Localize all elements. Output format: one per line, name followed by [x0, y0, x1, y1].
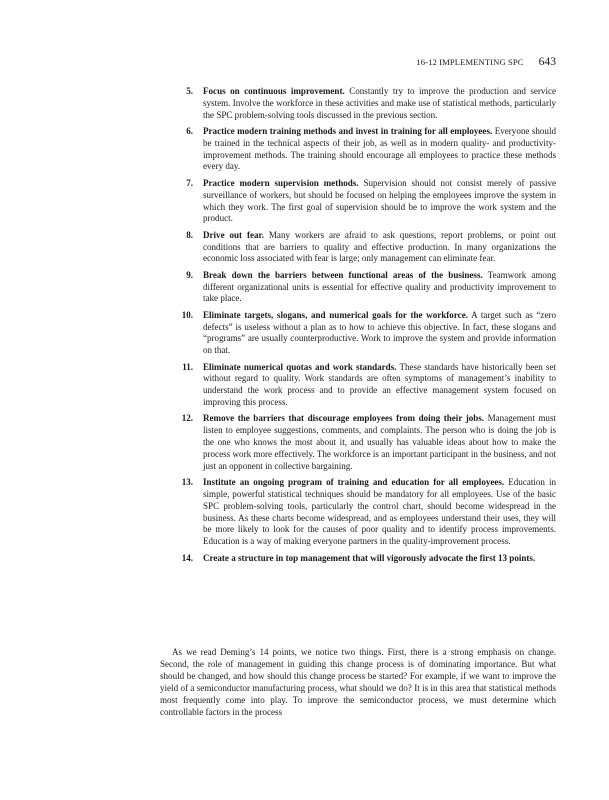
item-title: Focus on continuous improvement.: [203, 86, 345, 96]
page-number: 643: [538, 55, 556, 68]
item-title: Remove the barriers that discourage employees from doing their jobs.: [203, 413, 485, 424]
item-number: 13.: [181, 477, 193, 488]
item-title: Break down the barriers between functional areas of the business.: [203, 269, 483, 280]
item-title: Practice modern supervision methods.: [203, 177, 359, 188]
running-header: [0, 52, 556, 70]
item-title: Create a structure in top management that will vigorously advocate the first 13 points.: [203, 552, 536, 563]
list-item: [170, 310, 556, 357]
item-title: Practice modern training methods and invest in training for all employees.: [203, 126, 493, 137]
item-number: 9.: [186, 269, 193, 280]
item-text: Teamwork among different organizational units is essential for effective quality and productivity improvement to take place.: [203, 269, 556, 304]
list-item: [170, 362, 556, 409]
list-item: [170, 270, 556, 305]
item-text: Education in simple, powerful statistical techniques should be mandatory for all employees. Use of the basic SPC problem-solving tools, particularly the control chart, should become widespread in the business. As these charts become widespread, and as employees understand their uses, they will be more likely to look for the causes of poor quality and to identify process improvements. Education is a way of making everyone partners in the quality-improvement process.: [203, 477, 556, 547]
item-text: Supervision should not consist merely of passive surveillance of workers, but should be focused on helping the employees improve the system in which they work. The first goal of supervision should be to improve the work system and the product.: [203, 177, 556, 224]
item-number: 7.: [186, 177, 193, 188]
list-item: [170, 178, 556, 225]
item-text: Many workers are afraid to ask questions, report problems, or point out conditions that are barriers to quality and effective production. In many organizations the economic loss associated with fear is large; only management can eliminate fear.: [203, 229, 556, 264]
item-number: 12.: [181, 413, 193, 424]
item-text: These standards have historically been set without regard to quality. Work standards are often symptoms of management’s inability to understand the work process and to provide an effective management system focused on improving this process.: [203, 361, 556, 408]
list-item: [170, 553, 556, 565]
body-paragraph: As we read Deming’s 14 points, we notice two things. First, there is a strong emphasis on change. Second, the role of management in guiding this change process is of dominating importance. But what should be changed, and how should this change process be started? For example, if we want to improve the yield of a semiconductor manufacturing process, what should we do? It is in this area that statistical methods most frequently come into play. To improve the semiconductor process, we must determine which controllable factors in the process: [160, 647, 556, 717]
item-text: A target such as “zero defects” is useless without a plan as to how to achieve this objective. In fact, these slogans and “programs” are usually counterproductive. Work to improve the system and provide information on that.: [203, 309, 556, 356]
item-text: Constantly try to improve the production and service system. Involve the workforce in these activities and make use of statistical methods, particularly the SPC problem-solving tools discussed in the previous section.: [203, 86, 557, 120]
item-title: Eliminate numerical quotas and work standards.: [203, 361, 397, 372]
item-number: 14.: [181, 552, 193, 563]
item-title: Drive out fear.: [203, 229, 264, 240]
list-item: [170, 126, 556, 173]
item-number: 5.: [186, 86, 193, 96]
section-title: 16-12 IMPLEMENTING SPC: [416, 57, 524, 67]
list-item: [170, 413, 556, 472]
item-number: 6.: [186, 126, 193, 137]
item-title: Institute an ongoing program of training and education for all employees.: [203, 477, 505, 488]
item-number: 8.: [186, 229, 193, 240]
item-number: 11.: [182, 361, 193, 372]
list-item: [170, 477, 556, 548]
list-item: [170, 230, 556, 265]
list-item: [170, 86, 556, 121]
deming-points-list: [170, 86, 556, 569]
item-number: 10.: [181, 309, 193, 320]
item-text: Management must listen to employee suggestions, comments, and complaints. The person who is doing the job is the one who knows the most about it, and usually has valuable ideas about how to make the process work more effectively. The workforce is an important participant in the business, and not just an opponent in collective bargaining.: [203, 413, 556, 471]
item-title: Eliminate targets, slogans, and numerical goals for the workforce.: [203, 309, 468, 320]
item-text: Everyone should be trained in the technical aspects of their job, as well as in modern quality- and productivity-improvement methods. The training should encourage all employees to practice these methods every day.: [203, 126, 556, 172]
